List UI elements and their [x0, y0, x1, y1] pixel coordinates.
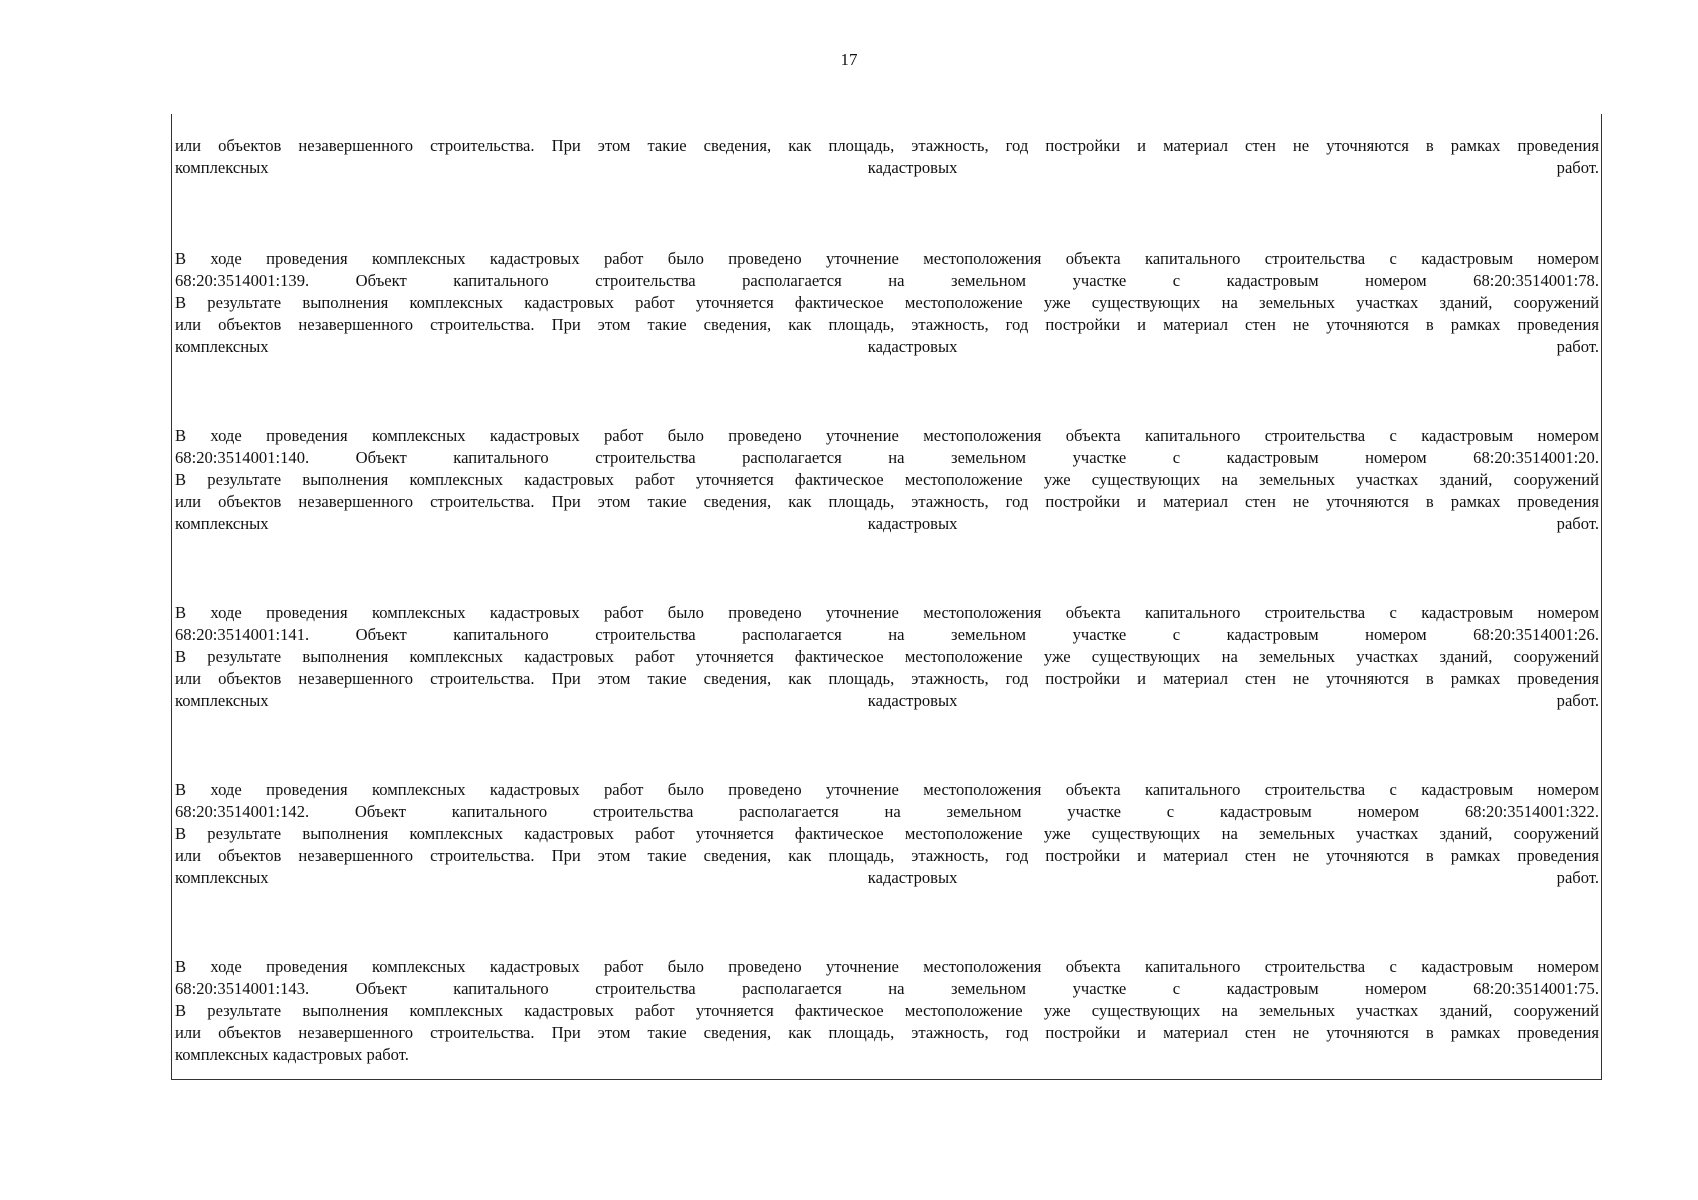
paragraph-line: В результате выполнения комплексных кадастровых работ уточняется фактическое местоположение уже существующих на земельных участках зданий, сооружений — [175, 647, 1599, 666]
paragraph-line: комплексных кадастровых работ. — [175, 514, 1599, 533]
paragraph-line: 68:20:3514001:143. Объект капитального строительства располагается на земельном участке с кадастровым номером 68:20:3514001:75. — [175, 979, 1599, 998]
paragraph-line: В ходе проведения комплексных кадастровых работ было проведено уточнение местоположения объекта капитального строительства с кадастровым номером — [175, 780, 1599, 799]
paragraph-line: В результате выполнения комплексных кадастровых работ уточняется фактическое местоположение уже существующих на земельных участках зданий, сооружений — [175, 293, 1599, 312]
paragraph-line: или объектов незавершенного строительства. При этом такие сведения, как площадь, этажность, год постройки и материал стен не уточняются в рамках проведения — [175, 669, 1599, 688]
paragraph-5 — [175, 779, 1599, 889]
paragraph-line: или объектов незавершенного строительства. При этом такие сведения, как площадь, этажность, год постройки и материал стен не уточняются в рамках проведения — [175, 846, 1599, 865]
paragraph-3 — [175, 425, 1599, 535]
paragraph-line: 68:20:3514001:141. Объект капитального строительства располагается на земельном участке с кадастровым номером 68:20:3514001:26. — [175, 625, 1599, 644]
paragraph-line: 68:20:3514001:142. Объект капитального строительства располагается на земельном участке с кадастровым номером 68:20:3514001:322. — [175, 802, 1599, 821]
paragraph-line: В результате выполнения комплексных кадастровых работ уточняется фактическое местоположение уже существующих на земельных участках зданий, сооружений — [175, 824, 1599, 843]
paragraph-line: или объектов незавершенного строительства. При этом такие сведения, как площадь, этажность, год постройки и материал стен не уточняются в рамках проведения — [175, 136, 1599, 155]
paragraph-line: или объектов незавершенного строительства. При этом такие сведения, как площадь, этажность, год постройки и материал стен не уточняются в рамках проведения — [175, 315, 1599, 334]
paragraph-4 — [175, 602, 1599, 712]
paragraph-line: комплексных кадастровых работ. — [175, 868, 1599, 887]
paragraph-line: В результате выполнения комплексных кадастровых работ уточняется фактическое местоположение уже существующих на земельных участках зданий, сооружений — [175, 1001, 1599, 1020]
paragraph-line: В ходе проведения комплексных кадастровых работ было проведено уточнение местоположения объекта капитального строительства с кадастровым номером — [175, 426, 1599, 445]
paragraph-line: В результате выполнения комплексных кадастровых работ уточняется фактическое местоположение уже существующих на земельных участках зданий, сооружений — [175, 470, 1599, 489]
table-cell-frame — [171, 114, 1602, 1080]
paragraph-line: 68:20:3514001:139. Объект капитального строительства располагается на земельном участке с кадастровым номером 68:20:3514001:78. — [175, 271, 1599, 290]
paragraph-line: комплексных кадастровых работ. — [175, 337, 1599, 356]
paragraph-line: комплексных кадастровых работ. — [175, 158, 1599, 177]
paragraph-line: В ходе проведения комплексных кадастровых работ было проведено уточнение местоположения объекта капитального строительства с кадастровым номером — [175, 249, 1599, 268]
paragraph-2 — [175, 248, 1599, 358]
paragraph-line: комплексных кадастровых работ. — [175, 1045, 409, 1064]
paragraph-line: В ходе проведения комплексных кадастровых работ было проведено уточнение местоположения объекта капитального строительства с кадастровым номером — [175, 957, 1599, 976]
paragraph-line: 68:20:3514001:140. Объект капитального строительства располагается на земельном участке с кадастровым номером 68:20:3514001:20. — [175, 448, 1599, 467]
paragraph-line: В ходе проведения комплексных кадастровых работ было проведено уточнение местоположения объекта капитального строительства с кадастровым номером — [175, 603, 1599, 622]
paragraph-line: или объектов незавершенного строительства. При этом такие сведения, как площадь, этажность, год постройки и материал стен не уточняются в рамках проведения — [175, 492, 1599, 511]
paragraph-line: комплексных кадастровых работ. — [175, 691, 1599, 710]
page-number: 17 — [840, 50, 858, 69]
paragraph-line: или объектов незавершенного строительства. При этом такие сведения, как площадь, этажность, год постройки и материал стен не уточняются в рамках проведения — [175, 1023, 1599, 1042]
paragraph-1 — [175, 135, 1599, 179]
paragraph-6 — [175, 956, 1599, 1066]
